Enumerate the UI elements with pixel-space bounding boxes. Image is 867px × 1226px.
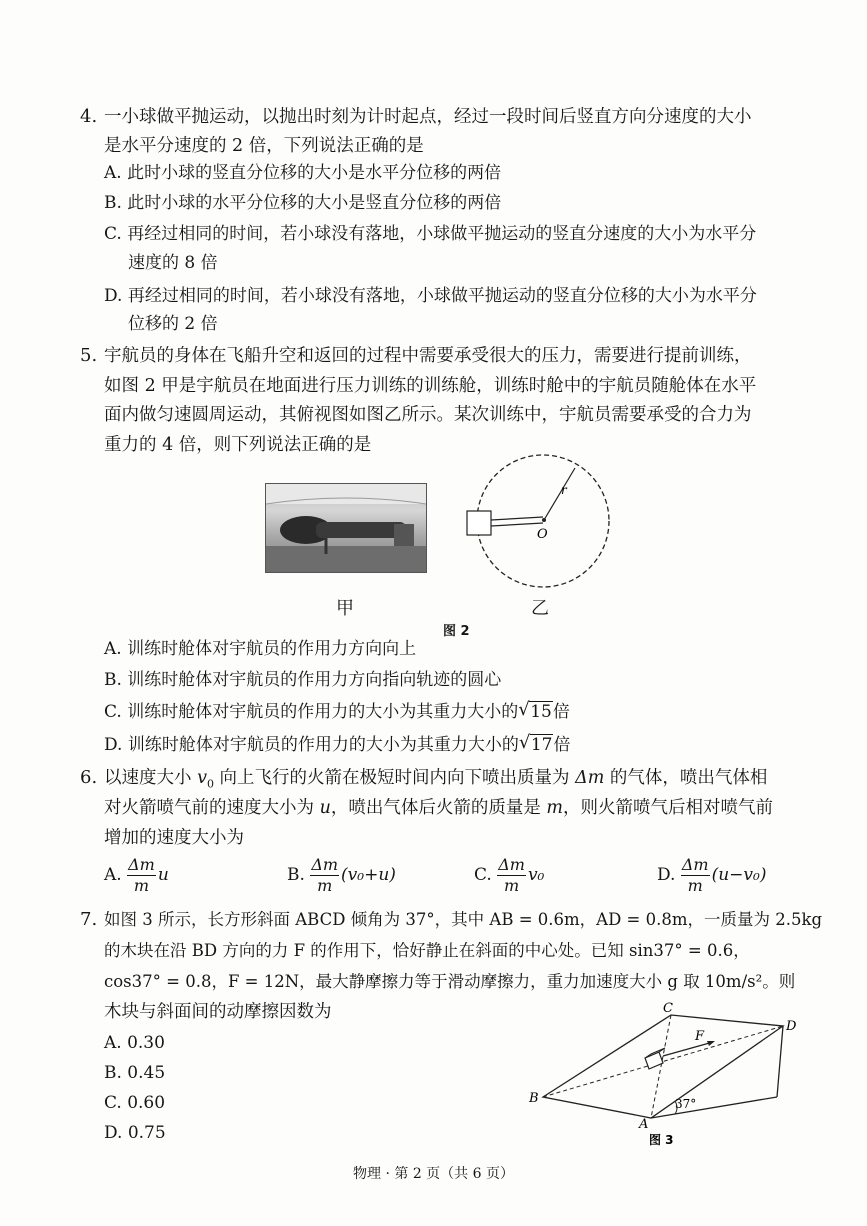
label-b: B [529, 1091, 539, 1106]
q6-option-b-tail: (v₀+u) [341, 865, 396, 885]
sqrt-17: √ 17 [518, 732, 553, 755]
frac-denominator: m [317, 876, 333, 895]
cabin-box [467, 511, 491, 535]
q6-stem-line-3: 增加的速度大小为 [104, 828, 244, 848]
training-cabin-photo [265, 483, 427, 573]
fig3-incline-diagram [525, 1000, 805, 1150]
q4-option-b: B. 此时小球的水平分位移的大小是竖直分位移的两倍 [104, 193, 502, 213]
center-label-o: O [537, 527, 548, 542]
q6-option-c-tail: v₀ [527, 865, 545, 885]
fig2-caption: 图 2 [443, 624, 470, 639]
q6-option-c-frac [497, 855, 526, 896]
q6-option-d [657, 855, 766, 896]
training-cabin-image [266, 484, 426, 572]
q6-stem2-m: m [546, 798, 564, 818]
frac-denominator: m [133, 876, 150, 895]
q6-option-b-frac [310, 855, 339, 896]
q4-option-c-line-1: C. 再经过相同的时间，若小球没有落地，小球做平抛运动的竖直分速度的大小为水平分 [104, 224, 757, 244]
q7-number: 7. [80, 909, 98, 930]
q5-number: 5. [80, 345, 98, 366]
radius-line [544, 468, 575, 520]
sqrt-17-radicand: 17 [530, 735, 553, 755]
q5-stem-line-1: 宇航员的身体在飞船升空和返回的过程中需要承受很大的压力，需要进行提前训练， [104, 346, 752, 366]
base-edge [651, 1097, 777, 1118]
q6-option-b-label: B. [287, 865, 305, 885]
label-d: D [786, 1019, 797, 1034]
q5-option-c [104, 700, 570, 724]
arm-line-bottom [491, 523, 543, 526]
q6-stem1-dm: Δm [575, 768, 605, 788]
q6-stem1-c: 的气体，喷出气体相 [604, 768, 768, 788]
q7-stem-line-1: 如图 3 所示，长方形斜面 ABCD 倾角为 37°，其中 AB = 0.6m，AD = 0.8m，一质量为 2.5kg [104, 910, 823, 929]
q5-option-d-text: D. 训练时舱体对宇航员的作用力的大小为其重力大小的 [104, 735, 519, 755]
fig2-label-yi: 乙 [531, 598, 549, 619]
q6-option-c [474, 855, 544, 896]
q5-option-a: A. 训练时舱体对宇航员的作用力方向向上 [104, 639, 417, 659]
q5-stem-line-2: 如图 2 甲是宇航员在地面进行压力训练的训练舱，训练时舱中的宇航员随舱体在水平 [104, 376, 757, 396]
q5-option-b: B. 训练时舱体对宇航员的作用力方向指向轨迹的圆心 [104, 670, 502, 690]
q6-option-b [287, 855, 396, 896]
q4-option-c-line-2: 速度的 8 倍 [128, 253, 218, 273]
q7-stem-line-4: 木块与斜面间的动摩擦因数为 [104, 1002, 332, 1022]
q6-stem1-b: 向上飞行的火箭在极短时间内向下喷出质量为 [213, 768, 576, 788]
q6-option-c-label: C. [474, 865, 492, 885]
q6-stem2-u: u [319, 798, 331, 818]
frac-denominator: m [504, 876, 520, 895]
q6-stem2-a: 对火箭喷气前的速度大小为 [104, 798, 320, 818]
q6-option-a-tail: u [157, 865, 169, 885]
vertical-edge [777, 1026, 783, 1097]
q5-stem-line-4: 重力的 4 倍，则下列说法正确的是 [104, 435, 372, 455]
q6-option-d-label: D. [657, 865, 676, 885]
q6-stem1-a: 以速度大小 [104, 768, 198, 788]
q4-stem-line-2: 是水平分速度的 2 倍，下列说法正确的是 [104, 136, 424, 156]
angle-label: 37° [675, 1097, 697, 1111]
q6-stem2-c: ，则火箭喷气后相对喷气前 [563, 798, 774, 818]
radius-label-r: r [561, 483, 567, 497]
q6-option-a [104, 855, 169, 896]
q4-option-a: A. 此时小球的竖直分位移的大小是水平分位移的两倍 [104, 163, 502, 183]
q4-option-d-line-1: D. 再经过相同的时间，若小球没有落地，小球做平抛运动的竖直分位移的大小为水平分 [104, 286, 757, 306]
q7-option-b: B. 0.45 [104, 1063, 166, 1083]
q6-option-a-frac [127, 855, 156, 896]
q7-option-c: C. 0.60 [104, 1093, 166, 1113]
label-a: A [639, 1117, 649, 1132]
frac-denominator: m [687, 876, 703, 895]
label-f: F [695, 1029, 705, 1044]
q4-stem-line-1: 一小球做平抛运动，以抛出时刻为计时起点，经过一段时间后竖直方向分速度的大小 [104, 107, 752, 127]
q6-stem1-sub: 0 [206, 777, 214, 791]
q6-number: 6. [80, 767, 98, 788]
fig3-caption: 图 3 [649, 1133, 674, 1147]
frac-numerator: Δm [128, 855, 155, 874]
sqrt-15-radicand: 15 [530, 702, 552, 722]
q5-option-d [104, 733, 570, 757]
q5-option-c-end: 倍 [552, 702, 570, 722]
q7-stem-line-2: 的木块在沿 BD 方向的力 F 的作用下，恰好静止在斜面的中心处。已知 sin37° = 0.6， [104, 941, 750, 960]
q6-option-d-tail: (u−v₀) [711, 865, 767, 885]
page-footer: 物理 · 第 2 页（共 6 页） [353, 1166, 514, 1182]
arm-line-top [491, 517, 543, 520]
q6-stem-line-2 [104, 796, 773, 820]
q6-stem1-v: v [197, 768, 207, 788]
label-c: C [663, 1001, 673, 1016]
q7-option-d: D. 0.75 [104, 1123, 166, 1143]
q6-option-a-label: A. [104, 865, 122, 885]
force-arrowhead [707, 1041, 715, 1046]
q7-stem-line-3: cos37° = 0.8，F = 12N，最大静摩擦力等于滑动摩擦力，重力加速度大小 g 取 10m/s²。则 [104, 972, 796, 991]
q6-option-d-frac [681, 855, 710, 896]
sqrt-15: √ 15 [518, 699, 552, 722]
q5-option-d-end: 倍 [553, 735, 571, 755]
q5-stem-line-3: 面内做匀速圆周运动，其俯视图如图乙所示。某次训练中，宇航员需要承受的合力为 [104, 405, 752, 425]
q5-option-c-text: C. 训练时舱体对宇航员的作用力的大小为其重力大小的 [104, 702, 519, 722]
q7-option-a: A. 0.30 [104, 1033, 165, 1053]
frac-numerator: Δm [498, 855, 525, 874]
q6-stem-line-1 [104, 766, 767, 797]
q4-option-d-line-2: 位移的 2 倍 [128, 314, 218, 334]
frac-numerator: Δm [311, 855, 339, 874]
fig2-top-view-diagram [455, 450, 615, 590]
q6-stem2-b: ，喷出气体后火箭的质量是 [330, 798, 547, 818]
fig2-label-jia: 甲 [336, 598, 354, 619]
q4-number: 4. [80, 106, 98, 127]
frac-numerator: Δm [681, 855, 709, 874]
